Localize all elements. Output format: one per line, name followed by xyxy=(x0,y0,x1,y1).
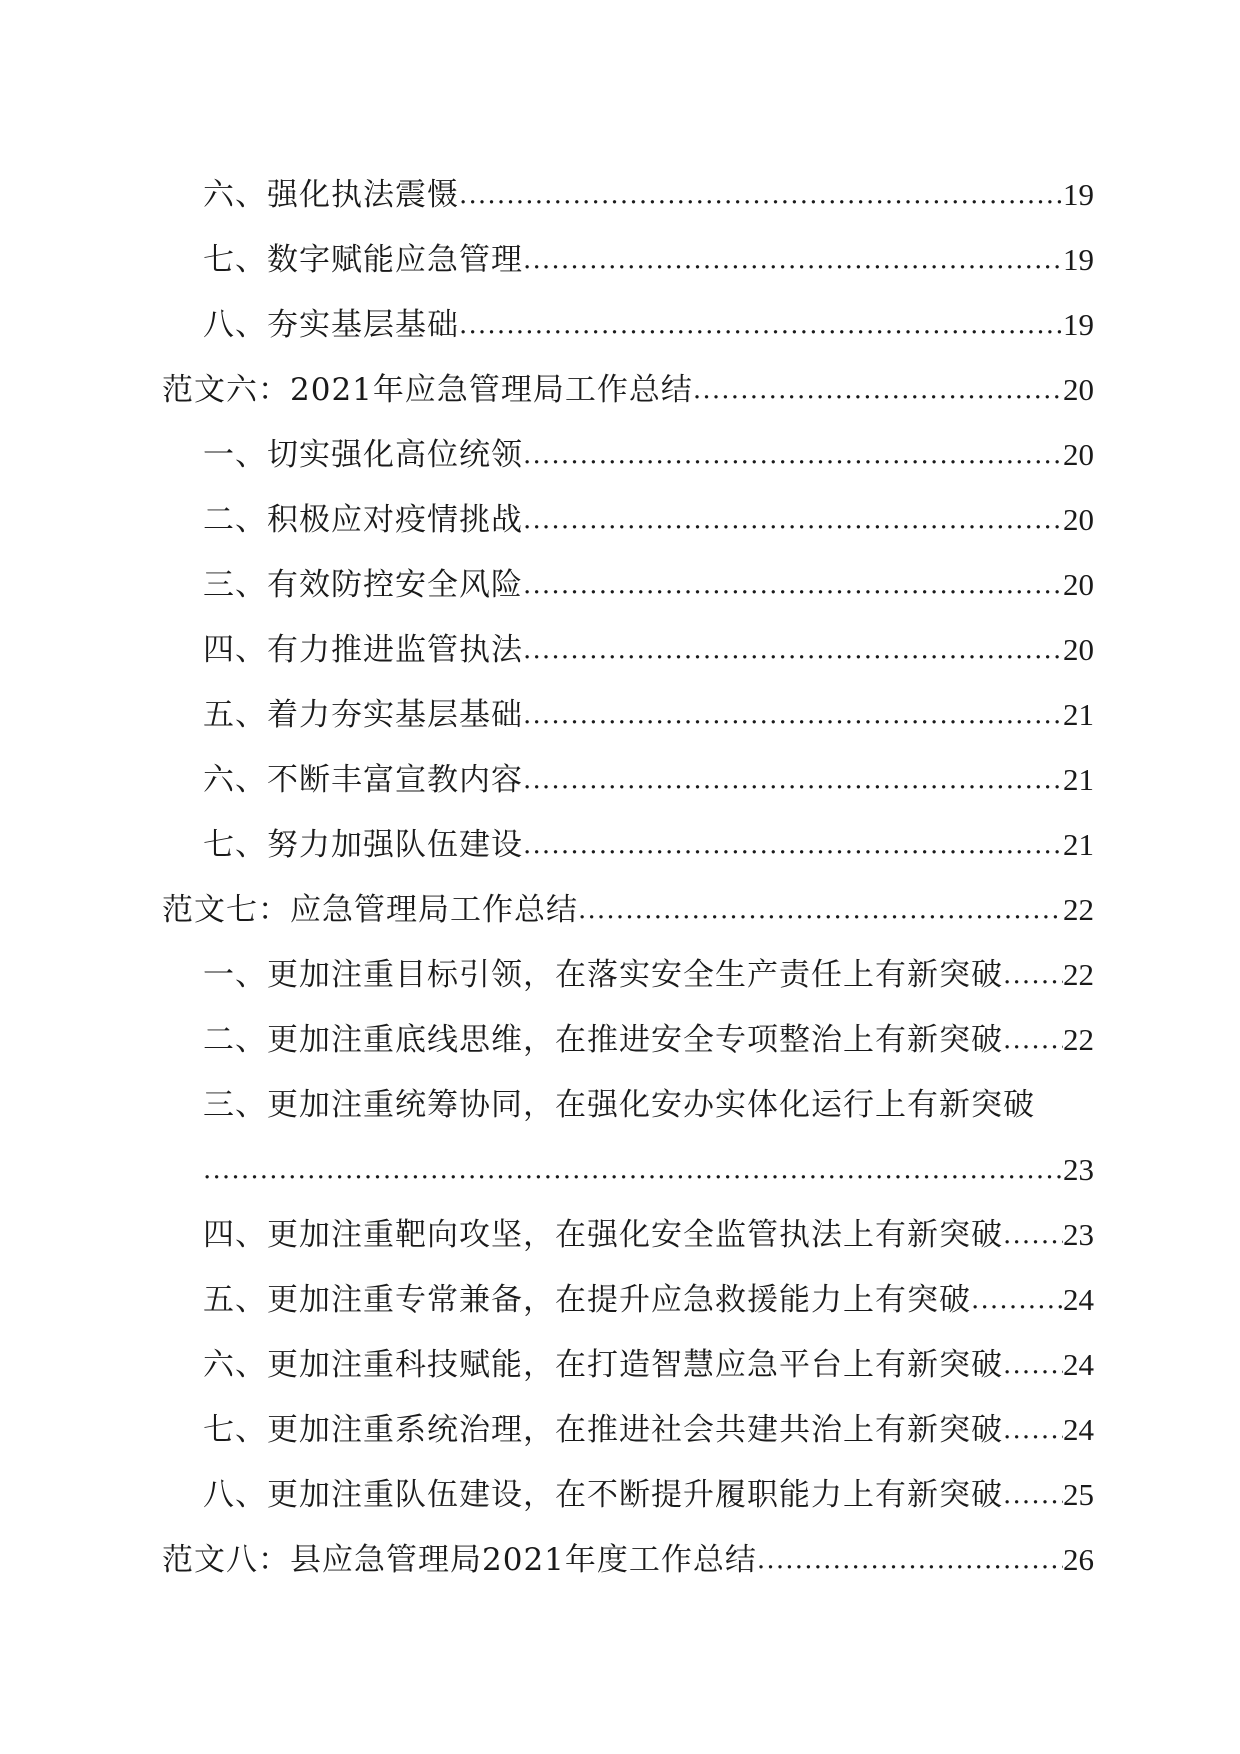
toc-entry-title: 范文七：应急管理局工作总结 xyxy=(162,892,578,928)
toc-entry-page: 20 xyxy=(1063,632,1094,667)
toc-entry-page: 21 xyxy=(1063,697,1094,732)
toc-entry-wrapped-title-line[interactable] xyxy=(203,1083,1094,1127)
dot-leader xyxy=(523,498,1063,542)
toc-entry-title: 六、强化执法震慑 xyxy=(203,177,459,213)
dot-leader xyxy=(1003,1213,1063,1257)
toc-entry-title: 七、更加注重系统治理，在推进社会共建共治上有新突破 xyxy=(203,1412,1003,1448)
toc-entry-title: 四、有力推进监管执法 xyxy=(203,632,523,668)
toc-entry[interactable] xyxy=(203,1213,1094,1257)
toc-entry[interactable] xyxy=(203,303,1094,347)
toc-entry[interactable] xyxy=(203,173,1094,217)
toc-entry-page: 24 xyxy=(1063,1412,1094,1447)
toc-entry-page: 20 xyxy=(1063,567,1094,602)
toc-entry-title: 七、数字赋能应急管理 xyxy=(203,242,523,278)
toc-entry-title: 二、更加注重底线思维，在推进安全专项整治上有新突破 xyxy=(203,1022,1003,1058)
toc-entry[interactable] xyxy=(203,953,1094,997)
toc-entry-page: 22 xyxy=(1063,1022,1094,1057)
dot-leader xyxy=(1003,1018,1063,1062)
toc-entry-title: 一、更加注重目标引领，在落实安全生产责任上有新突破 xyxy=(203,957,1003,993)
toc-entry[interactable] xyxy=(203,238,1094,282)
toc-entry[interactable] xyxy=(203,1408,1094,1452)
toc-section-entry[interactable] xyxy=(162,368,1094,412)
toc-entry-title: 一、切实强化高位统领 xyxy=(203,437,523,473)
toc-entry-page: 22 xyxy=(1063,892,1094,927)
toc-entry-page: 22 xyxy=(1063,957,1094,992)
toc-entry-title: 五、更加注重专常兼备，在提升应急救援能力上有突破 xyxy=(203,1282,971,1318)
toc-entry-page: 19 xyxy=(1063,177,1094,212)
toc-entry-title: 三、更加注重统筹协同，在强化安办实体化运行上有新突破 xyxy=(203,1087,1035,1123)
toc-entry-title: 四、更加注重靶向攻坚，在强化安全监管执法上有新突破 xyxy=(203,1217,1003,1253)
toc-entry-page: 24 xyxy=(1063,1282,1094,1317)
dot-leader xyxy=(523,823,1063,867)
toc-entry-page: 23 xyxy=(1063,1152,1094,1187)
dot-leader xyxy=(523,563,1063,607)
toc-entry-title: 八、更加注重队伍建设，在不断提升履职能力上有新突破 xyxy=(203,1477,1003,1513)
toc-entry[interactable] xyxy=(203,498,1094,542)
toc-entry-page: 23 xyxy=(1063,1217,1094,1252)
dot-leader xyxy=(1003,1408,1063,1452)
dot-leader xyxy=(1003,1343,1063,1387)
toc-entry-page: 19 xyxy=(1063,307,1094,342)
toc-entry[interactable] xyxy=(203,628,1094,672)
dot-leader xyxy=(971,1278,1063,1322)
toc-entry-page: 25 xyxy=(1063,1477,1094,1512)
dot-leader xyxy=(757,1538,1063,1582)
toc-entry-title: 七、努力加强队伍建设 xyxy=(203,827,523,863)
toc-entry[interactable] xyxy=(203,563,1094,607)
dot-leader xyxy=(523,628,1063,672)
toc-entry-wrapped-leader-line[interactable] xyxy=(203,1148,1094,1192)
dot-leader xyxy=(523,758,1063,802)
toc-entry[interactable] xyxy=(203,758,1094,802)
toc-entry-page: 19 xyxy=(1063,242,1094,277)
dot-leader xyxy=(1003,953,1063,997)
dot-leader xyxy=(459,303,1063,347)
toc-entry[interactable] xyxy=(203,1473,1094,1517)
toc-entry-title: 六、更加注重科技赋能，在打造智慧应急平台上有新突破 xyxy=(203,1347,1003,1383)
dot-leader xyxy=(578,888,1063,932)
toc-entry-page: 21 xyxy=(1063,762,1094,797)
toc-entry-page: 20 xyxy=(1063,502,1094,537)
dot-leader xyxy=(203,1148,1063,1192)
toc-entry[interactable] xyxy=(203,823,1094,867)
dot-leader xyxy=(693,368,1063,412)
toc-entry[interactable] xyxy=(203,1278,1094,1322)
toc-entry-page: 26 xyxy=(1063,1542,1094,1577)
toc-entry-title: 八、夯实基层基础 xyxy=(203,307,459,343)
toc-entry-title: 五、着力夯实基层基础 xyxy=(203,697,523,733)
toc-section-entry[interactable] xyxy=(162,888,1094,932)
toc-entry-page: 24 xyxy=(1063,1347,1094,1382)
toc-entry-title: 范文八：县应急管理局2021年度工作总结 xyxy=(162,1542,757,1578)
dot-leader xyxy=(1003,1473,1063,1517)
toc-entry-page: 20 xyxy=(1063,437,1094,472)
dot-leader xyxy=(459,173,1063,217)
toc-entry-page: 21 xyxy=(1063,827,1094,862)
toc-entry[interactable] xyxy=(203,693,1094,737)
dot-leader xyxy=(523,693,1063,737)
toc-entry-page: 20 xyxy=(1063,372,1094,407)
toc-entry-title: 六、不断丰富宣教内容 xyxy=(203,762,523,798)
toc-entry[interactable] xyxy=(203,433,1094,477)
dot-leader xyxy=(523,238,1063,282)
toc-entry[interactable] xyxy=(203,1343,1094,1387)
toc-entry[interactable] xyxy=(203,1018,1094,1062)
toc-entry-title: 范文六：2021年应急管理局工作总结 xyxy=(162,372,693,408)
toc-entry-title: 二、积极应对疫情挑战 xyxy=(203,502,523,538)
dot-leader xyxy=(523,433,1063,477)
toc-section-entry[interactable] xyxy=(162,1538,1094,1582)
toc-entry-title: 三、有效防控安全风险 xyxy=(203,567,523,603)
